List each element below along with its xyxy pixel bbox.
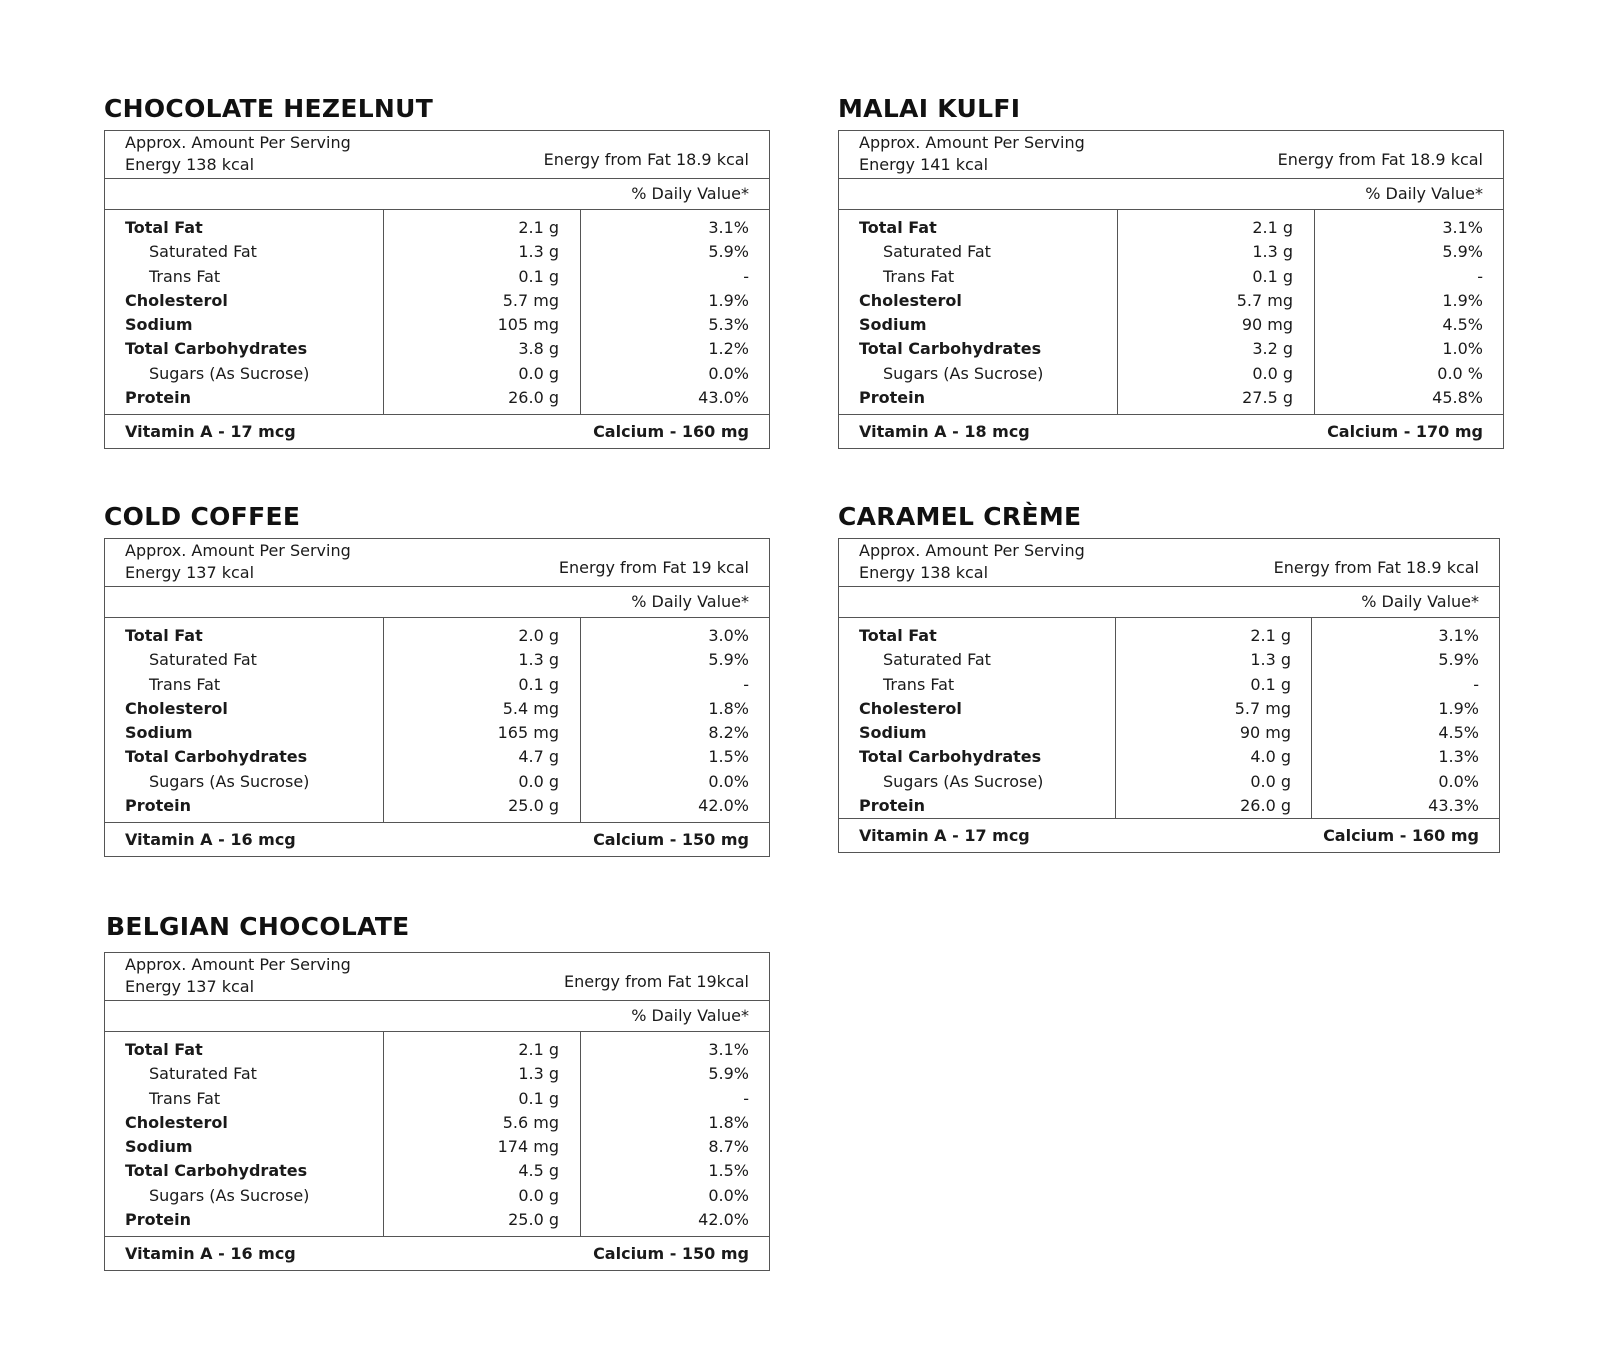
- nutrient-daily-value: -: [743, 1088, 749, 1108]
- nutrient-row: [839, 265, 1503, 289]
- nutrient-amount: 3.2 g: [1252, 339, 1293, 359]
- nutrient-row: [105, 362, 769, 386]
- nutrient-row: [105, 770, 769, 794]
- nutrient-name: Total Fat: [859, 218, 937, 237]
- nutrient-name: Cholesterol: [859, 290, 962, 310]
- nutrient-table: [839, 618, 1499, 819]
- nutrient-amount: 2.1 g: [518, 1040, 559, 1059]
- energy-text: Energy 138 kcal: [125, 155, 255, 174]
- nutrient-amount: 2.1 g: [1250, 626, 1291, 645]
- nutrient-daily-value: 45.8%: [1432, 388, 1483, 408]
- nutrient-row: [839, 313, 1503, 337]
- nutrient-daily-value: 1.9%: [1438, 698, 1479, 718]
- nutrition-label: [104, 952, 770, 1271]
- nutrient-name: Sugars (As Sucrose): [883, 363, 1044, 383]
- nutrient-amount: 2.1 g: [1252, 218, 1293, 237]
- nutrient-row: [105, 697, 769, 721]
- vitamin-footer: [839, 415, 1503, 448]
- panel-title: CARAMEL CRÈME: [838, 502, 1082, 531]
- nutrient-row: [105, 240, 769, 264]
- nutrient-name: Sodium: [859, 315, 927, 335]
- nutrient-row: [105, 794, 769, 818]
- nutrient-row: [839, 289, 1503, 313]
- nutrient-name: Trans Fat: [149, 1088, 221, 1108]
- panel-title: BELGIAN CHOCOLATE: [106, 912, 410, 941]
- nutrient-amount: 27.5 g: [1242, 388, 1293, 408]
- serving-header: [105, 131, 769, 179]
- nutrient-name: Trans Fat: [883, 266, 955, 286]
- nutrient-name: Saturated Fat: [883, 650, 991, 670]
- nutrient-row: [105, 1208, 769, 1232]
- nutrient-name: Total Carbohydrates: [125, 747, 308, 767]
- daily-value-header: [105, 1001, 769, 1032]
- nutrient-daily-value: 1.8%: [708, 698, 749, 718]
- nutrient-row: [839, 337, 1503, 361]
- serving-text: Approx. Amount Per Serving: [125, 541, 351, 560]
- nutrient-row: [839, 721, 1499, 745]
- nutrient-daily-value: 1.9%: [708, 290, 749, 310]
- nutrient-row: [105, 289, 769, 313]
- nutrient-row: [839, 770, 1499, 794]
- nutrient-row: [105, 1062, 769, 1086]
- nutrient-row: [105, 648, 769, 672]
- energy-text: Energy 138 kcal: [859, 563, 989, 582]
- nutrient-amount: 165 mg: [497, 723, 559, 743]
- nutrient-row: [839, 216, 1503, 240]
- calcium-text: Calcium - 170 mg: [1327, 422, 1483, 441]
- nutrient-daily-value: 42.0%: [698, 796, 749, 816]
- nutrient-daily-value: 1.8%: [708, 1112, 749, 1132]
- nutrient-row: [105, 1111, 769, 1135]
- nutrient-daily-value: 4.5%: [1442, 315, 1483, 335]
- nutrient-daily-value: 1.2%: [708, 339, 749, 359]
- nutrient-row: [105, 313, 769, 337]
- nutrient-daily-value: 5.9%: [1438, 650, 1479, 670]
- nutrient-daily-value: 1.5%: [708, 1161, 749, 1181]
- nutrient-daily-value: 1.5%: [708, 747, 749, 767]
- nutrient-amount: 1.3 g: [1250, 650, 1291, 670]
- nutrient-row: [105, 1135, 769, 1159]
- nutrient-row: [839, 697, 1499, 721]
- nutrient-amount: 105 mg: [497, 315, 559, 335]
- serving-text: Approx. Amount Per Serving: [859, 133, 1085, 152]
- nutrient-amount: 26.0 g: [1240, 796, 1291, 816]
- nutrient-amount: 5.4 mg: [502, 698, 559, 718]
- panel-title: MALAI KULFI: [838, 94, 1021, 123]
- energy-text: Energy 137 kcal: [125, 563, 255, 582]
- nutrient-row: [839, 624, 1499, 648]
- nutrient-amount: 25.0 g: [508, 1210, 559, 1230]
- nutrient-name: Cholesterol: [125, 698, 228, 718]
- nutrient-amount: 5.7 mg: [502, 290, 559, 310]
- nutrient-amount: 0.0 g: [1250, 771, 1291, 791]
- nutrient-row: [105, 216, 769, 240]
- daily-value-label: % Daily Value*: [1365, 184, 1483, 203]
- nutrient-daily-value: -: [743, 674, 749, 694]
- serving-header: [839, 539, 1499, 587]
- nutrient-amount: 2.0 g: [518, 626, 559, 645]
- nutrient-row: [105, 1184, 769, 1208]
- nutrient-amount: 0.1 g: [518, 674, 559, 694]
- energy-from-fat-text: Energy from Fat 18.9 kcal: [1273, 558, 1479, 577]
- nutrient-daily-value: 1.3%: [1438, 747, 1479, 767]
- vitamin-a-text: Vitamin A - 18 mcg: [859, 422, 1030, 441]
- nutrient-amount: 4.7 g: [518, 747, 559, 767]
- vitamin-a-text: Vitamin A - 17 mcg: [125, 422, 296, 441]
- nutrient-name: Total Carbohydrates: [859, 339, 1042, 359]
- nutrient-amount: 3.8 g: [518, 339, 559, 359]
- serving-text: Approx. Amount Per Serving: [859, 541, 1085, 560]
- nutrient-daily-value: 0.0%: [708, 771, 749, 791]
- nutrient-daily-value: 5.9%: [708, 242, 749, 262]
- nutrient-amount: 0.0 g: [518, 363, 559, 383]
- energy-from-fat-text: Energy from Fat 19 kcal: [558, 558, 749, 577]
- nutrient-amount: 1.3 g: [518, 1064, 559, 1084]
- nutrient-row: [105, 386, 769, 410]
- nutrient-name: Sodium: [125, 315, 193, 335]
- nutrition-label: [104, 538, 770, 857]
- energy-from-fat-text: Energy from Fat 19kcal: [564, 972, 749, 991]
- nutrient-name: Sugars (As Sucrose): [149, 771, 310, 791]
- nutrient-name: Sugars (As Sucrose): [883, 771, 1044, 791]
- nutrient-amount: 0.1 g: [518, 266, 559, 286]
- nutrient-name: Protein: [125, 1210, 191, 1230]
- nutrient-row: [105, 624, 769, 648]
- daily-value-label: % Daily Value*: [1361, 592, 1479, 611]
- vitamin-a-text: Vitamin A - 16 mcg: [125, 830, 296, 849]
- nutrient-name: Trans Fat: [149, 674, 221, 694]
- nutrient-daily-value: 5.9%: [708, 1064, 749, 1084]
- nutrient-row: [839, 794, 1499, 818]
- daily-value-header: [105, 179, 769, 210]
- nutrient-daily-value: -: [1473, 674, 1479, 694]
- energy-from-fat-text: Energy from Fat 18.9 kcal: [1277, 150, 1483, 169]
- daily-value-header: [839, 179, 1503, 210]
- vitamin-footer: [105, 415, 769, 448]
- calcium-text: Calcium - 150 mg: [593, 1244, 749, 1263]
- nutrient-name: Protein: [859, 388, 925, 408]
- nutrient-amount: 1.3 g: [1252, 242, 1293, 262]
- nutrient-daily-value: 42.0%: [698, 1210, 749, 1230]
- energy-text: Energy 137 kcal: [125, 977, 255, 996]
- nutrient-table: [105, 618, 769, 823]
- nutrient-name: Saturated Fat: [883, 242, 991, 262]
- nutrient-row: [105, 1038, 769, 1062]
- nutrient-amount: 0.1 g: [518, 1088, 559, 1108]
- nutrient-daily-value: 1.9%: [1442, 290, 1483, 310]
- vitamin-a-text: Vitamin A - 17 mcg: [859, 826, 1030, 845]
- nutrient-daily-value: 5.9%: [1442, 242, 1483, 262]
- serving-header: [105, 539, 769, 587]
- nutrient-name: Total Fat: [125, 218, 203, 237]
- nutrient-name: Total Carbohydrates: [859, 747, 1042, 767]
- panel-title: CHOCOLATE HEZELNUT: [104, 94, 434, 123]
- nutrient-row: [839, 362, 1503, 386]
- nutrient-name: Saturated Fat: [149, 242, 257, 262]
- nutrient-table: [105, 210, 769, 415]
- nutrient-name: Sodium: [859, 723, 927, 743]
- nutrient-name: Trans Fat: [883, 674, 955, 694]
- nutrient-row: [105, 673, 769, 697]
- nutrient-daily-value: 3.1%: [1438, 626, 1479, 645]
- nutrient-daily-value: 0.0%: [1438, 771, 1479, 791]
- nutrient-name: Sugars (As Sucrose): [149, 1185, 310, 1205]
- nutrient-daily-value: 1.0%: [1442, 339, 1483, 359]
- nutrient-daily-value: 0.0%: [708, 1185, 749, 1205]
- nutrient-amount: 0.0 g: [1252, 363, 1293, 383]
- nutrient-row: [105, 265, 769, 289]
- vitamin-a-text: Vitamin A - 16 mcg: [125, 1244, 296, 1263]
- nutrition-label: [838, 130, 1504, 449]
- nutrient-name: Total Carbohydrates: [125, 1161, 308, 1181]
- nutrient-name: Saturated Fat: [149, 1064, 257, 1084]
- nutrient-row: [839, 240, 1503, 264]
- nutrient-daily-value: -: [743, 266, 749, 286]
- calcium-text: Calcium - 160 mg: [1323, 826, 1479, 845]
- energy-from-fat-text: Energy from Fat 18.9 kcal: [543, 150, 749, 169]
- nutrient-row: [105, 745, 769, 769]
- daily-value-label: % Daily Value*: [631, 184, 749, 203]
- nutrient-name: Sodium: [125, 723, 193, 743]
- nutrient-name: Protein: [859, 796, 925, 816]
- nutrient-daily-value: 5.3%: [708, 315, 749, 335]
- daily-value-header: [839, 587, 1499, 618]
- nutrient-name: Total Fat: [125, 626, 203, 645]
- serving-header: [105, 953, 769, 1001]
- nutrient-table: [105, 1032, 769, 1237]
- nutrient-amount: 0.0 g: [518, 771, 559, 791]
- nutrient-amount: 5.6 mg: [502, 1112, 559, 1132]
- nutrient-daily-value: 0.0%: [708, 363, 749, 383]
- nutrient-daily-value: 5.9%: [708, 650, 749, 670]
- nutrient-name: Sugars (As Sucrose): [149, 363, 310, 383]
- serving-text: Approx. Amount Per Serving: [125, 955, 351, 974]
- nutrient-amount: 174 mg: [497, 1137, 559, 1157]
- nutrient-daily-value: -: [1477, 266, 1483, 286]
- nutrient-daily-value: 3.1%: [708, 218, 749, 237]
- nutrient-name: Cholesterol: [125, 290, 228, 310]
- nutrient-name: Saturated Fat: [149, 650, 257, 670]
- nutrition-label: [838, 538, 1500, 853]
- nutrient-daily-value: 43.0%: [698, 388, 749, 408]
- nutrient-name: Trans Fat: [149, 266, 221, 286]
- vitamin-footer: [839, 819, 1499, 852]
- serving-header: [839, 131, 1503, 179]
- nutrient-amount: 0.1 g: [1252, 266, 1293, 286]
- vitamin-footer: [105, 823, 769, 856]
- nutrient-name: Protein: [125, 388, 191, 408]
- nutrient-amount: 5.7 mg: [1234, 698, 1291, 718]
- nutrient-daily-value: 8.2%: [708, 723, 749, 743]
- nutrient-daily-value: 8.7%: [708, 1137, 749, 1157]
- nutrient-row: [105, 721, 769, 745]
- calcium-text: Calcium - 150 mg: [593, 830, 749, 849]
- nutrient-amount: 1.3 g: [518, 650, 559, 670]
- nutrient-name: Total Fat: [125, 1040, 203, 1059]
- nutrient-row: [839, 673, 1499, 697]
- nutrient-daily-value: 43.3%: [1428, 796, 1479, 816]
- nutrient-amount: 90 mg: [1241, 315, 1293, 335]
- nutrient-daily-value: 3.1%: [708, 1040, 749, 1059]
- nutrition-label: [104, 130, 770, 449]
- nutrient-daily-value: 4.5%: [1438, 723, 1479, 743]
- nutrient-name: Total Fat: [859, 626, 937, 645]
- nutrient-row: [105, 1159, 769, 1183]
- nutrient-amount: 90 mg: [1239, 723, 1291, 743]
- nutrient-name: Cholesterol: [125, 1112, 228, 1132]
- nutrient-amount: 26.0 g: [508, 388, 559, 408]
- calcium-text: Calcium - 160 mg: [593, 422, 749, 441]
- nutrient-row: [105, 1087, 769, 1111]
- nutrient-amount: 0.0 g: [518, 1185, 559, 1205]
- nutrient-row: [839, 648, 1499, 672]
- nutrient-amount: 1.3 g: [518, 242, 559, 262]
- nutrient-row: [105, 337, 769, 361]
- nutrient-amount: 25.0 g: [508, 796, 559, 816]
- energy-text: Energy 141 kcal: [859, 155, 989, 174]
- panel-title: COLD COFFEE: [104, 502, 301, 531]
- nutrient-daily-value: 3.0%: [708, 626, 749, 645]
- nutrient-row: [839, 745, 1499, 769]
- daily-value-label: % Daily Value*: [631, 592, 749, 611]
- nutrient-amount: 4.5 g: [518, 1161, 559, 1181]
- nutrient-name: Total Carbohydrates: [125, 339, 308, 359]
- daily-value-label: % Daily Value*: [631, 1006, 749, 1025]
- nutrient-amount: 2.1 g: [518, 218, 559, 237]
- nutrient-name: Sodium: [125, 1137, 193, 1157]
- nutrient-name: Cholesterol: [859, 698, 962, 718]
- serving-text: Approx. Amount Per Serving: [125, 133, 351, 152]
- nutrient-daily-value: 3.1%: [1442, 218, 1483, 237]
- daily-value-header: [105, 587, 769, 618]
- nutrient-amount: 0.1 g: [1250, 674, 1291, 694]
- nutrient-amount: 5.7 mg: [1236, 290, 1293, 310]
- vitamin-footer: [105, 1237, 769, 1270]
- nutrient-daily-value: 0.0 %: [1437, 363, 1483, 383]
- nutrient-row: [839, 386, 1503, 410]
- nutrient-table: [839, 210, 1503, 415]
- nutrient-amount: 4.0 g: [1250, 747, 1291, 767]
- nutrient-name: Protein: [125, 796, 191, 816]
